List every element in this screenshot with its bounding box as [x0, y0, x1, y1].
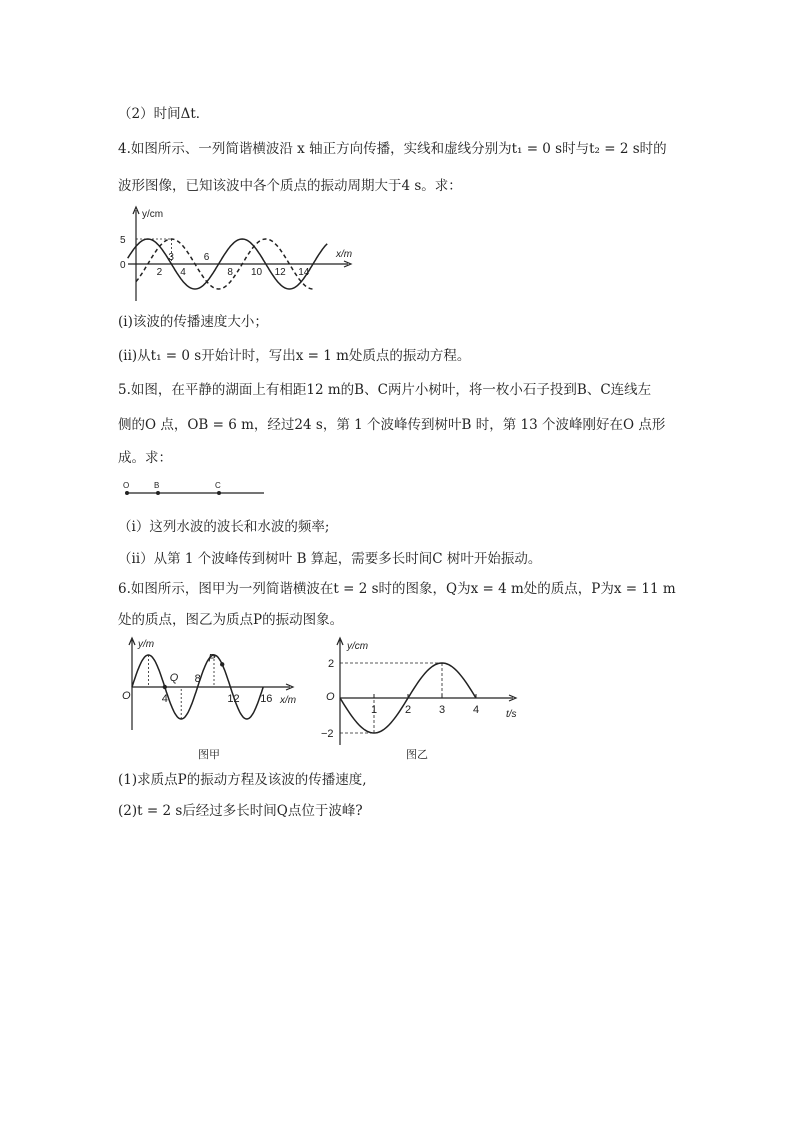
y-axis-label: y/cm	[142, 209, 164, 220]
caption-jia: 图甲	[198, 749, 220, 761]
y-tick-neg2: −2	[321, 728, 334, 740]
point-o	[125, 491, 129, 495]
y-axis-label: y/m	[138, 639, 155, 650]
q3-part2: （2）时间Δt．	[118, 106, 210, 122]
y-axis-label: y/cm	[347, 641, 369, 652]
point-c	[217, 491, 221, 495]
fig5-points-line	[118, 478, 278, 502]
point-q-label: Q	[169, 672, 179, 684]
fig6a-wave-graph	[118, 635, 308, 770]
q4-line2: 波形图像，已知该波中各个质点的振动周期大于4 s。求：	[118, 178, 462, 194]
q5-question-2: （ⅱ）从第 1 个波峰传到树叶 B 算起，需要多长时间C 树叶开始振动。	[118, 551, 542, 567]
y-tick-5: 5	[120, 235, 126, 246]
label-o: O	[123, 481, 130, 490]
x-axis-label: x/m	[280, 695, 297, 706]
y-tick-2: 2	[328, 658, 335, 670]
q5-question-1: （ⅰ）这列水波的波长和水波的频率;	[118, 519, 330, 535]
q5-line2: 侧的O 点，OB = 6 m，经过24 s，第 1 个波峰传到树叶B 时，第 13 个波峰刚好在O 点形	[118, 417, 666, 433]
x-tick-14: 14	[298, 267, 310, 278]
origin-label: O	[326, 691, 335, 703]
q6-question-2: (2)t = 2 s后经过多长时间Q点位于波峰?	[118, 803, 363, 819]
x-tick-6: 6	[203, 252, 210, 263]
q5-line1: 5.如图，在平静的湖面上有相距12 m的B、C两片小树叶，将一枚小石子投到B、C连线左	[118, 382, 652, 398]
q4-question-2: (ii)从t₁ = 0 s开始计时，写出x = 1 m处质点的振动方程。	[118, 348, 471, 364]
t-tick-1: 1	[371, 704, 378, 716]
q6-question-1: (1)求质点P的振动方程及该波的传播速度,	[118, 772, 367, 788]
label-b: B	[154, 481, 160, 490]
point-p-label: P	[208, 652, 216, 665]
label-c: C	[215, 481, 221, 490]
x-tick-10: 10	[251, 267, 263, 278]
t-tick-3: 3	[439, 704, 446, 716]
x-tick-8: 8	[227, 267, 233, 278]
x-tick-16: 16	[260, 693, 273, 705]
q6-line1: 6.如图所示，图甲为一列简谐横波在t = 2 s时的图象，Q为x = 4 m处的质点，P为x = 11 m	[118, 581, 676, 597]
x-tick-4: 4	[180, 267, 186, 278]
q5-line3: 成。求：	[118, 450, 172, 466]
x-tick-12: 12	[274, 267, 286, 278]
x-tick-3: 3	[168, 252, 174, 263]
x-axis-label: x/m	[336, 249, 353, 260]
x-tick-2: 2	[156, 267, 163, 278]
q6-line2: 处的质点，图乙为质点P的振动图象。	[118, 612, 344, 628]
t-axis-label: t/s	[506, 709, 517, 720]
fig4-wave-graph	[118, 205, 358, 305]
caption-yi: 图乙	[406, 749, 428, 761]
x-tick-8: 8	[194, 673, 201, 685]
point-b	[156, 491, 160, 495]
point-p	[220, 662, 224, 666]
q4-question-1: (i)该波的传播速度大小；	[118, 314, 268, 330]
x-tick-4: 4	[161, 693, 168, 705]
y-tick-0: 0	[120, 260, 126, 271]
fig6b-vibration-graph	[318, 635, 518, 770]
t-tick-4: 4	[473, 704, 480, 716]
x-tick-12: 12	[227, 693, 240, 705]
q4-line1: 4.如图所示、一列简谐横波沿 x 轴正方向传播，实线和虚线分别为t₁ = 0 s时与t₂ = 2 s时的	[118, 141, 667, 157]
point-q	[163, 685, 167, 689]
t-tick-2: 2	[405, 704, 412, 716]
origin-label: O	[122, 690, 131, 702]
